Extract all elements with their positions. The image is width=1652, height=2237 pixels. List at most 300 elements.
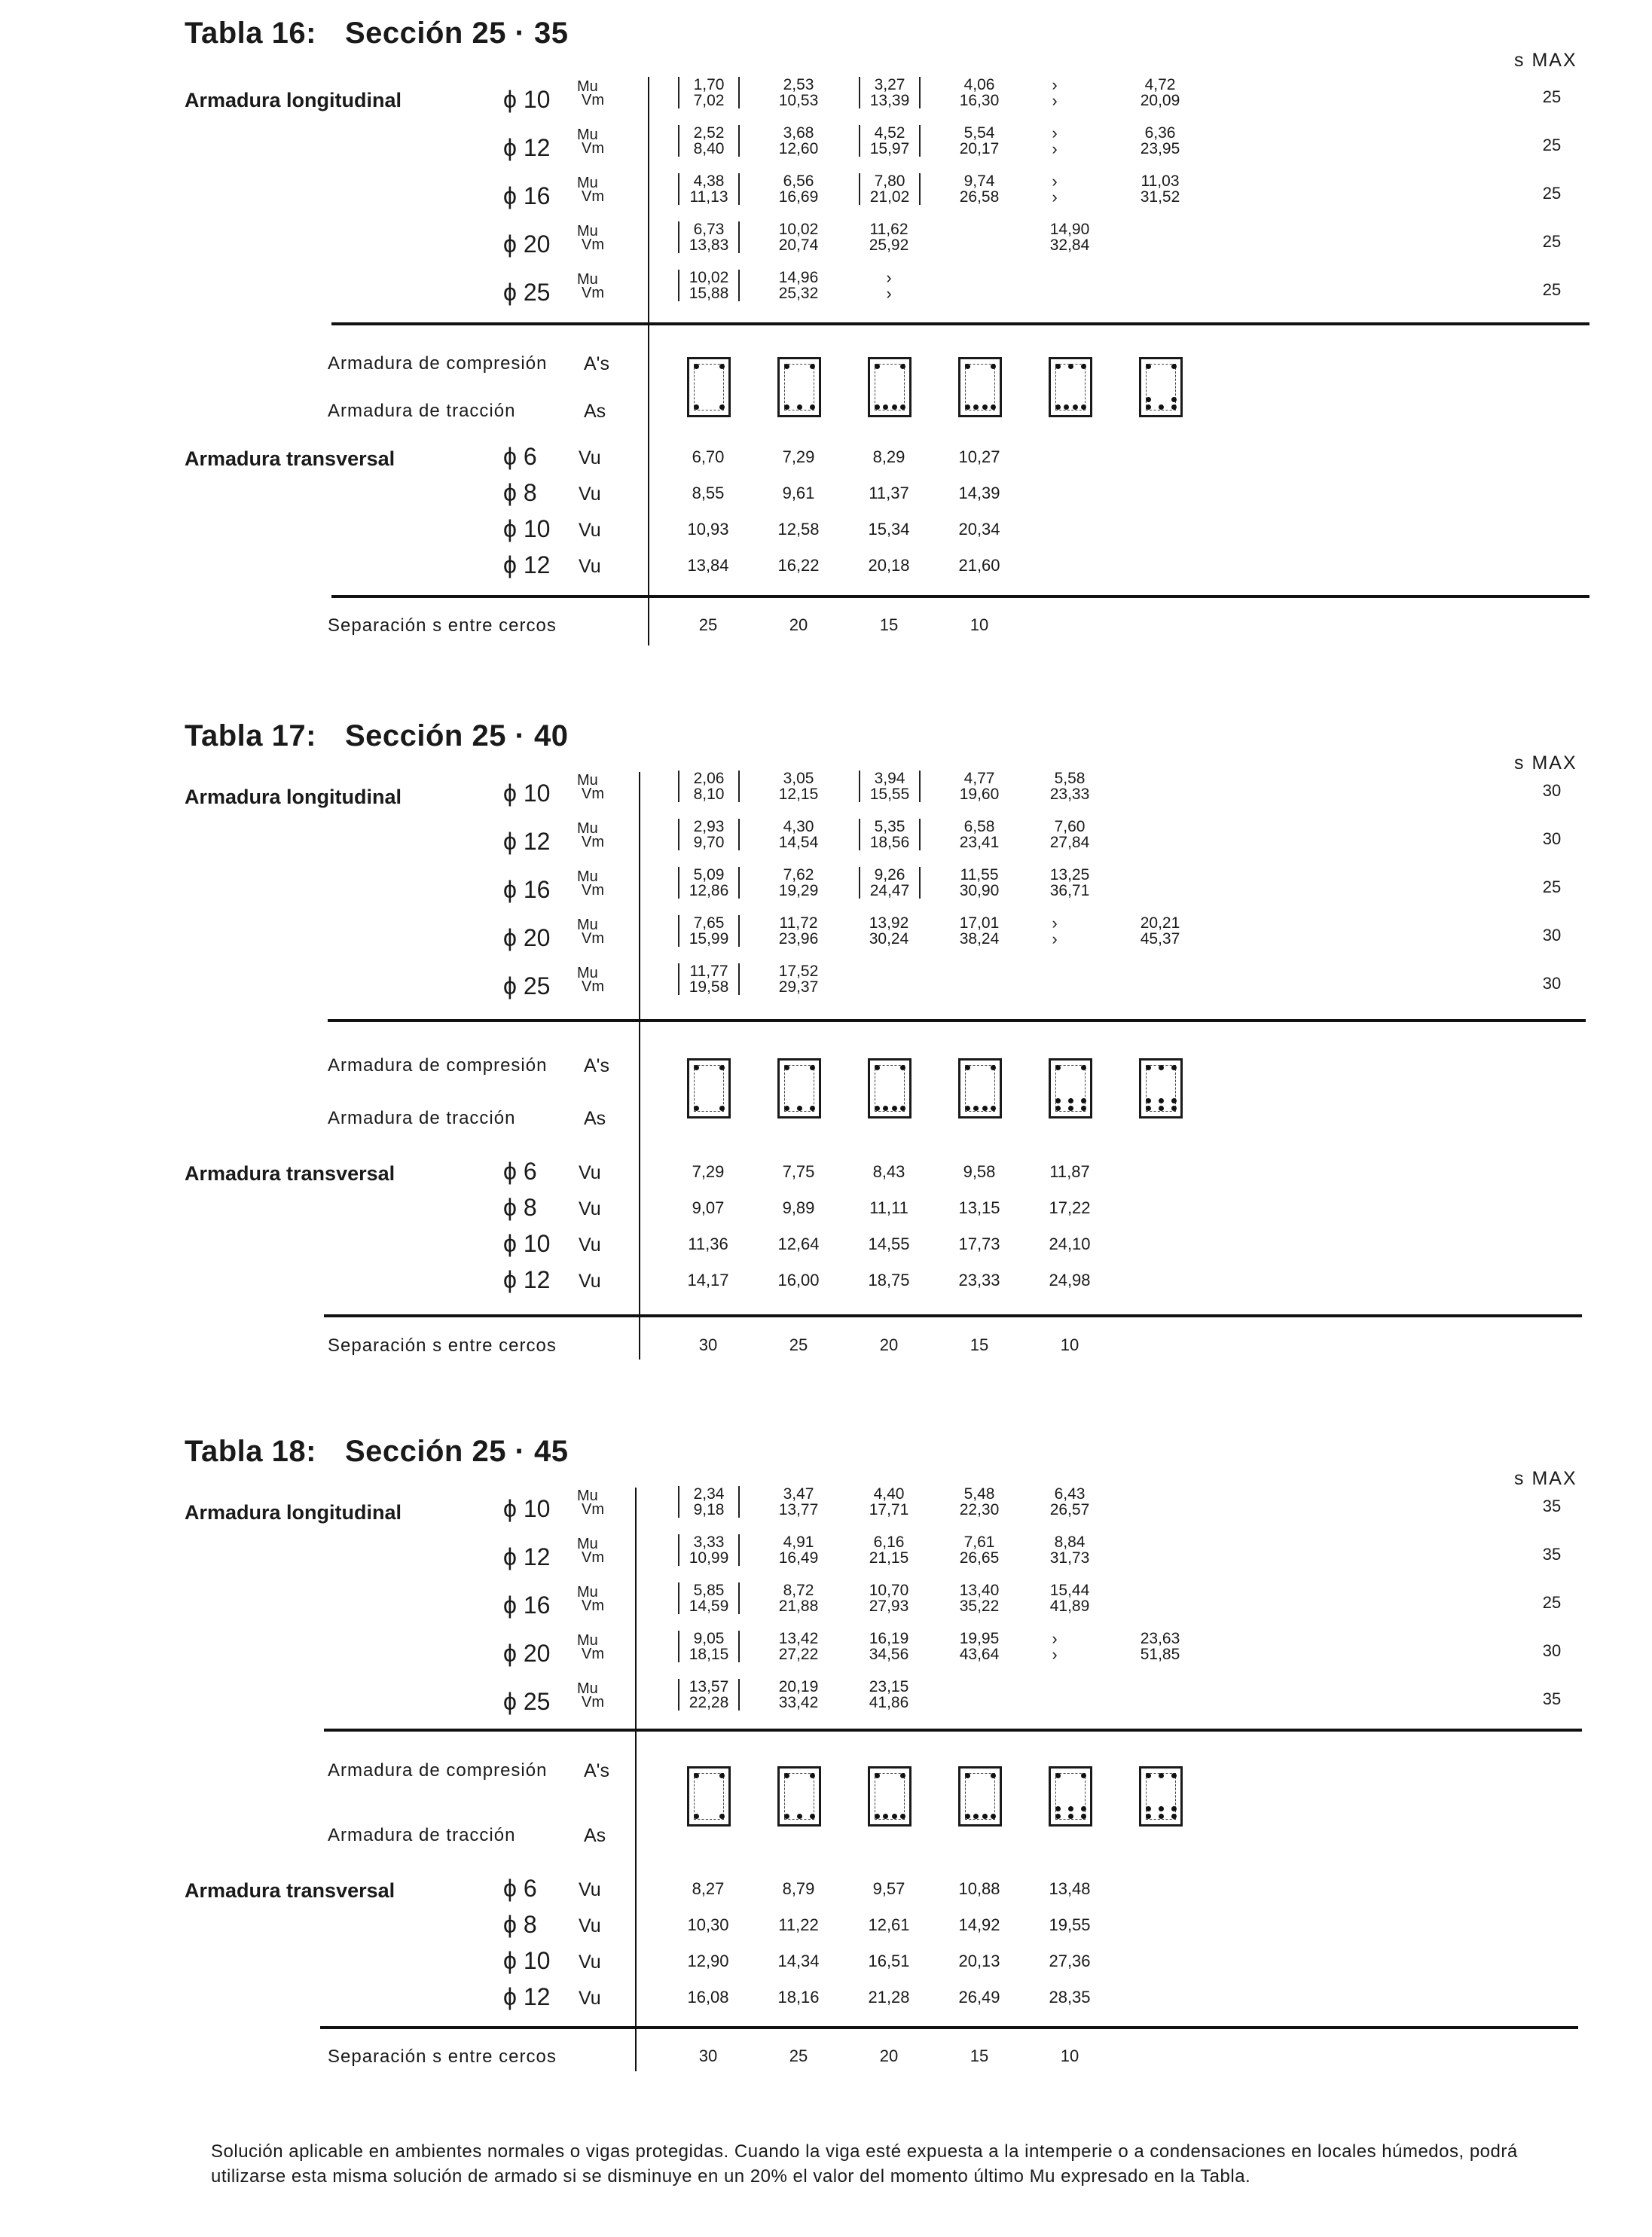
- s-max-value: 25: [1542, 1593, 1562, 1612]
- diameter-label: ϕ 12: [503, 551, 551, 578]
- mu-value: 17,52: [778, 963, 819, 980]
- mu-label: Mu: [577, 917, 598, 933]
- longitudinal-label: Armadura longitudinal: [185, 1501, 402, 1524]
- diameter-label: ϕ 10: [503, 1230, 551, 1257]
- rebar-dot: [875, 1814, 880, 1819]
- rebar-dot: [1159, 1773, 1164, 1778]
- rebar-dot: [784, 404, 789, 410]
- rebar-dot: [1146, 404, 1151, 410]
- vu-label: Vu: [579, 1915, 601, 1936]
- vm-value: 20,09: [1140, 92, 1180, 109]
- vm-value: 16,30: [959, 92, 1000, 109]
- rebar-dot: [1146, 1106, 1151, 1111]
- vu-value: 8,29: [872, 447, 905, 466]
- vu-value: 9,89: [782, 1198, 815, 1217]
- diameter-label: ϕ 20: [503, 230, 551, 258]
- stirrup: [1055, 1773, 1086, 1820]
- rebar-dot: [965, 1106, 970, 1111]
- mu-label: Mu: [577, 965, 598, 981]
- beam-section: [687, 357, 731, 417]
- mu-label: Mu: [577, 868, 598, 885]
- vm-value: 31,52: [1140, 188, 1180, 206]
- vu-value: 10,27: [958, 447, 1000, 466]
- vu-value: 14,34: [777, 1952, 820, 1970]
- value-cell: [844, 1534, 934, 1566]
- rebar-dot: [784, 1773, 789, 1778]
- separation-value: 25: [698, 615, 718, 634]
- value-cell: [1024, 1582, 1115, 1614]
- rebar-dot: [1081, 1106, 1086, 1111]
- mu-vm-label: [577, 273, 604, 300]
- separation-value: 10: [1060, 2046, 1079, 2065]
- separation-value: 20: [879, 1335, 899, 1354]
- vm-value: 30,24: [869, 930, 909, 948]
- rebar-dot: [1055, 1806, 1061, 1811]
- diameter-label: ϕ 16: [503, 1592, 551, 1619]
- vu-value: 14,92: [958, 1915, 1000, 1934]
- vm-value: 27,22: [778, 1646, 819, 1663]
- s-max-value: 35: [1542, 1545, 1562, 1564]
- vm-value: 15,88: [689, 285, 729, 302]
- s-max-value: 30: [1542, 926, 1562, 945]
- rebar-dot: [797, 1106, 802, 1111]
- diameter-label: ϕ 20: [503, 924, 551, 951]
- value-cell: [753, 819, 844, 850]
- rebar-dot: [810, 1106, 815, 1111]
- mu-value: 11,77: [689, 963, 728, 980]
- rebar-dot: [1073, 404, 1078, 410]
- beam-section: [868, 1058, 912, 1118]
- rebar-dot: [965, 1065, 970, 1070]
- mu-label: Mu: [577, 772, 598, 789]
- beam-section: [958, 1766, 1002, 1827]
- vm-value: 12,60: [778, 140, 819, 157]
- vu-value: 13,48: [1049, 1879, 1091, 1898]
- vu-value: 12,90: [687, 1952, 729, 1970]
- value-cell: [678, 819, 740, 850]
- value-cell: [1024, 867, 1115, 899]
- diameter-label: ϕ 6: [503, 1875, 537, 1902]
- vm-label: Vm: [582, 834, 604, 850]
- mu-label: Mu: [577, 1536, 598, 1552]
- rebar-dot: [875, 1773, 880, 1778]
- vm-value: 23,96: [778, 930, 819, 948]
- vm-value: 8,10: [693, 786, 725, 803]
- rebar-dot: [810, 1065, 815, 1070]
- mu-label: Mu: [577, 1488, 598, 1504]
- compression-label: Armadura de compresión: [328, 353, 548, 374]
- vu-value: 8,79: [782, 1879, 815, 1898]
- vm-value: 34,56: [869, 1646, 909, 1663]
- beam-section: [687, 1058, 731, 1118]
- mu-value: 23,15: [869, 1678, 909, 1695]
- mu-value: 6,16: [873, 1534, 905, 1551]
- vm-value: 51,85: [1140, 1646, 1180, 1663]
- mu-value: 2,34: [693, 1485, 725, 1503]
- diameter-label: ϕ 25: [503, 279, 551, 306]
- rebar-dot: [694, 364, 699, 369]
- rebar-dot: [991, 1065, 996, 1070]
- vu-label: Vu: [579, 1162, 601, 1183]
- mu-value: 8,72: [783, 1582, 814, 1599]
- stirrup: [1055, 364, 1086, 410]
- value-cell: [1115, 173, 1205, 205]
- mu-value: 4,91: [783, 1534, 814, 1551]
- traction-label: Armadura de tracción: [328, 1108, 516, 1128]
- rebar-dot: [719, 1065, 725, 1070]
- s-max-value: 25: [1542, 136, 1562, 154]
- compression-label: Armadura de compresión: [328, 1055, 548, 1076]
- mu-value: 13,42: [778, 1630, 819, 1647]
- mu-vm-label: [577, 1537, 604, 1564]
- s-max-value: 25: [1542, 877, 1562, 896]
- vm-label: Vm: [582, 285, 604, 301]
- separation-value: 15: [879, 615, 899, 634]
- rebar-dot: [1055, 1065, 1061, 1070]
- rebar-dot: [719, 404, 725, 410]
- value-cell: [753, 270, 844, 301]
- vm-label: Vm: [582, 1501, 604, 1518]
- vm-value: 31,73: [1049, 1549, 1090, 1567]
- vu-value: 21,60: [958, 556, 1000, 575]
- rebar-dot: [1171, 1065, 1177, 1070]
- value-cell: [1024, 1534, 1115, 1566]
- mu-value: 19,95: [959, 1630, 1000, 1647]
- separation-value: 15: [970, 2046, 989, 2065]
- rebar-dot: [719, 1106, 725, 1111]
- beam-section: [958, 1058, 1002, 1118]
- rebar-dot: [810, 404, 815, 410]
- rebar-dot: [1146, 364, 1151, 369]
- mu-value: 14,96: [778, 269, 819, 286]
- mu-value: 8,84: [1054, 1534, 1086, 1551]
- stirrup: [965, 1773, 995, 1820]
- vu-value: 10,88: [958, 1879, 1000, 1898]
- mu-value: 23,63: [1140, 1630, 1180, 1647]
- vu-value: 27,36: [1049, 1952, 1091, 1970]
- value-cell: [678, 77, 740, 108]
- vertical-rule: [639, 772, 640, 1360]
- vu-label: Vu: [579, 1952, 601, 1973]
- mu-value: 13,40: [959, 1582, 1000, 1599]
- rebar-dot: [1159, 1106, 1164, 1111]
- mu-value: 6,73: [693, 221, 725, 238]
- mu-value: 5,58: [1054, 770, 1086, 787]
- rebar-dot: [1159, 1098, 1164, 1103]
- vm-value: 26,58: [959, 188, 1000, 206]
- vm-value: 35,22: [959, 1598, 1000, 1615]
- vu-value: 9,58: [963, 1162, 996, 1181]
- mu-vm-label: [577, 774, 604, 801]
- divider: [324, 1314, 1582, 1317]
- vm-label: Vm: [582, 140, 604, 157]
- separation-value: 30: [698, 1335, 718, 1354]
- value-cell: [1115, 77, 1205, 108]
- mu-value: 10,02: [778, 221, 819, 238]
- mu-value: 3,27: [874, 76, 905, 93]
- vm-value: 15,99: [689, 930, 729, 948]
- value-cell: [934, 1582, 1024, 1614]
- beam-section: [1139, 357, 1183, 417]
- mu-value: 3,05: [783, 770, 814, 787]
- stirrup: [784, 364, 814, 410]
- divider: [328, 1019, 1586, 1022]
- value-cell: [678, 270, 740, 301]
- vm-value: 10,53: [778, 92, 819, 109]
- rebar-dot: [1081, 404, 1086, 410]
- separation-label: Separación s entre cercos: [328, 615, 557, 636]
- mu-value: 10,02: [689, 269, 729, 286]
- chevron-right-icon: › ›: [1052, 914, 1058, 948]
- value-cell: [844, 915, 934, 947]
- mu-value: 15,44: [1049, 1582, 1090, 1599]
- mu-value: 4,52: [874, 124, 905, 142]
- mu-label: Mu: [577, 271, 598, 288]
- traction-label: Armadura de tracción: [328, 1825, 516, 1845]
- value-cell: [844, 1679, 934, 1711]
- vu-value: 24,10: [1049, 1234, 1091, 1253]
- rebar-dot: [784, 1106, 789, 1111]
- s-max-value: 25: [1542, 232, 1562, 251]
- transversal-label: Armadura transversal: [185, 447, 395, 470]
- separation-value: 15: [970, 1335, 989, 1354]
- vm-value: 14,54: [778, 834, 819, 851]
- s-max-value: 30: [1542, 781, 1562, 800]
- beam-section: [1049, 1058, 1092, 1118]
- vu-value: 14,17: [687, 1271, 729, 1289]
- beam-section: [1139, 1766, 1183, 1827]
- vu-label: Vu: [579, 1879, 601, 1900]
- value-cell: [678, 1582, 740, 1614]
- vm-value: 30,90: [959, 882, 1000, 899]
- vm-value: 19,60: [959, 786, 1000, 803]
- separation-value: 30: [698, 2046, 718, 2065]
- value-cell: [753, 173, 844, 205]
- mu-value: 2,93: [693, 818, 725, 835]
- vu-value: 13,15: [958, 1198, 1000, 1217]
- vm-value: 36,71: [1049, 882, 1090, 899]
- value-cell: [753, 221, 844, 253]
- mu-value: 11,55: [960, 866, 999, 884]
- diameter-label: ϕ 20: [503, 1640, 551, 1667]
- rebar-dot: [810, 364, 815, 369]
- mu-value: 13,25: [1049, 866, 1090, 884]
- mu-value: 7,60: [1054, 818, 1086, 835]
- value-cell: [1115, 1631, 1205, 1662]
- vm-label: Vm: [582, 1598, 604, 1614]
- vm-label: Vm: [582, 1646, 604, 1662]
- vu-value: 7,75: [782, 1162, 815, 1181]
- rebar-dot: [875, 1106, 880, 1111]
- vu-label: Vu: [579, 1271, 601, 1292]
- beam-section: [868, 1766, 912, 1827]
- value-cell: [753, 125, 844, 157]
- mu-label: Mu: [577, 127, 598, 143]
- s-max-value: 30: [1542, 974, 1562, 993]
- value-cell: [678, 771, 740, 802]
- beam-section: [777, 1058, 821, 1118]
- mu-value: 4,40: [873, 1485, 905, 1503]
- mu-vm-label: [577, 128, 604, 155]
- stirrup: [965, 364, 995, 410]
- vm-label: Vm: [582, 978, 604, 995]
- mu-vm-label: [577, 80, 604, 107]
- vm-value: 7,02: [693, 92, 725, 109]
- vu-value: 24,98: [1049, 1271, 1091, 1289]
- mu-value: 4,06: [963, 76, 995, 93]
- value-cell: [934, 1631, 1024, 1662]
- value-cell: [934, 771, 1024, 802]
- diameter-label: ϕ 10: [503, 1947, 551, 1974]
- as-comp-label: A's: [584, 353, 609, 374]
- separation-value: 25: [789, 1335, 808, 1354]
- diameter-label: ϕ 6: [503, 443, 537, 470]
- rebar-dot: [892, 1814, 897, 1819]
- mu-vm-label: [577, 176, 604, 203]
- vu-value: 9,07: [692, 1198, 725, 1217]
- rebar-dot: [1068, 364, 1073, 369]
- mu-vm-label: [577, 1634, 604, 1661]
- rebar-dot: [1159, 404, 1164, 410]
- mu-value: 7,62: [783, 866, 814, 884]
- mu-value: 16,19: [869, 1630, 909, 1647]
- value-cell: [753, 77, 844, 108]
- stirrup: [1146, 1773, 1176, 1820]
- rebar-dot: [1146, 1065, 1151, 1070]
- mu-label: Mu: [577, 175, 598, 191]
- rebar-dot: [694, 1065, 699, 1070]
- vu-label: Vu: [579, 1234, 601, 1256]
- rebar-dot: [1159, 1065, 1164, 1070]
- transversal-label: Armadura transversal: [185, 1879, 395, 1902]
- diameter-label: ϕ 16: [503, 182, 551, 209]
- mu-value: 3,68: [783, 124, 814, 142]
- value-cell: [1115, 125, 1205, 157]
- diameter-label: ϕ 8: [503, 1194, 537, 1221]
- mu-label: Mu: [577, 1584, 598, 1601]
- vm-value: 27,93: [869, 1598, 909, 1615]
- chevron-right-icon: › ›: [1052, 124, 1058, 158]
- mu-value: 7,65: [693, 914, 725, 932]
- beam-section: [687, 1766, 731, 1827]
- mu-label: Mu: [577, 820, 598, 837]
- vm-value: 12,15: [778, 786, 819, 803]
- as-trac-label: As: [584, 1825, 606, 1846]
- vm-value: 14,59: [689, 1598, 729, 1615]
- vu-value: 15,34: [868, 520, 910, 539]
- vu-value: 9,61: [782, 484, 815, 502]
- value-cell: [844, 1486, 934, 1518]
- rebar-dot: [784, 1814, 789, 1819]
- vu-value: 11,36: [688, 1234, 728, 1253]
- vm-label: Vm: [582, 786, 604, 802]
- separation-label: Separación s entre cercos: [328, 2046, 557, 2067]
- vm-value: 33,42: [778, 1694, 819, 1711]
- rebar-dot: [1055, 364, 1061, 369]
- mu-value: 9,05: [693, 1630, 725, 1647]
- rebar-dot: [900, 1065, 905, 1070]
- rebar-dot: [1171, 1773, 1177, 1778]
- vm-label: Vm: [582, 930, 604, 947]
- diameter-label: ϕ 12: [503, 1543, 551, 1570]
- traction-label: Armadura de tracción: [328, 401, 516, 421]
- rebar-dot: [694, 1814, 699, 1819]
- mu-value: 6,58: [963, 818, 995, 835]
- beam-section: [958, 357, 1002, 417]
- separation-label: Separación s entre cercos: [328, 1335, 557, 1356]
- diameter-label: ϕ 10: [503, 86, 551, 113]
- rebar-dot: [719, 1773, 725, 1778]
- mu-value: 7,61: [963, 1534, 995, 1551]
- vu-label: Vu: [579, 447, 601, 468]
- value-cell: [934, 173, 1024, 205]
- value-cell: [844, 1631, 934, 1662]
- mu-value: 1,70: [693, 76, 725, 93]
- mu-value: 20,19: [778, 1678, 819, 1695]
- rebar-dot: [1171, 397, 1177, 402]
- value-cell: [753, 1534, 844, 1566]
- vu-value: 12,64: [777, 1234, 820, 1253]
- stirrup: [694, 1773, 724, 1820]
- value-cell: [859, 77, 921, 108]
- vm-value: 8,40: [693, 140, 725, 157]
- diameter-label: ϕ 12: [503, 134, 551, 161]
- vm-value: 23,33: [1049, 786, 1090, 803]
- value-cell: [753, 915, 844, 947]
- mu-value: 4,30: [783, 818, 814, 835]
- beam-section: [1049, 357, 1092, 417]
- mu-value: 5,35: [874, 818, 905, 835]
- as-comp-label: A's: [584, 1760, 609, 1781]
- stirrup: [784, 1773, 814, 1820]
- rebar-dot: [1171, 1106, 1177, 1111]
- vu-value: 14,39: [958, 484, 1000, 502]
- vm-value: 19,29: [778, 882, 819, 899]
- rebar-dot: [1055, 1773, 1061, 1778]
- vm-value: 21,02: [869, 188, 910, 206]
- vm-label: Vm: [582, 188, 604, 205]
- stirrup: [694, 364, 724, 410]
- mu-value: 11,62: [869, 221, 908, 238]
- vu-label: Vu: [579, 1198, 601, 1219]
- separation-value: 20: [879, 2046, 899, 2065]
- vm-value: 9,18: [693, 1501, 725, 1518]
- diameter-label: ϕ 8: [503, 1911, 537, 1938]
- rebar-dot: [1055, 1098, 1061, 1103]
- table-title: Tabla 16: Sección 25 · 35: [185, 17, 569, 50]
- value-cell: [753, 963, 844, 995]
- longitudinal-label: Armadura longitudinal: [185, 786, 402, 808]
- rebar-dot: [1081, 364, 1086, 369]
- mu-value: 2,06: [693, 770, 725, 787]
- vu-value: 16,51: [868, 1952, 910, 1970]
- vu-value: 18,75: [868, 1271, 910, 1289]
- rebar-dot: [900, 1814, 905, 1819]
- rebar-dot: [694, 1773, 699, 1778]
- stirrup: [1146, 1065, 1176, 1112]
- vu-value: 12,61: [868, 1915, 910, 1934]
- vu-value: 10,93: [687, 520, 729, 539]
- vu-label: Vu: [579, 556, 601, 577]
- vm-value: 21,15: [869, 1549, 909, 1567]
- rebar-dot: [991, 1814, 996, 1819]
- rebar-dot: [900, 404, 905, 410]
- value-cell: [678, 915, 740, 947]
- mu-value: 5,48: [963, 1485, 995, 1503]
- rebar-dot: [719, 1814, 725, 1819]
- rebar-dot: [1171, 404, 1177, 410]
- vm-value: 26,57: [1049, 1501, 1090, 1518]
